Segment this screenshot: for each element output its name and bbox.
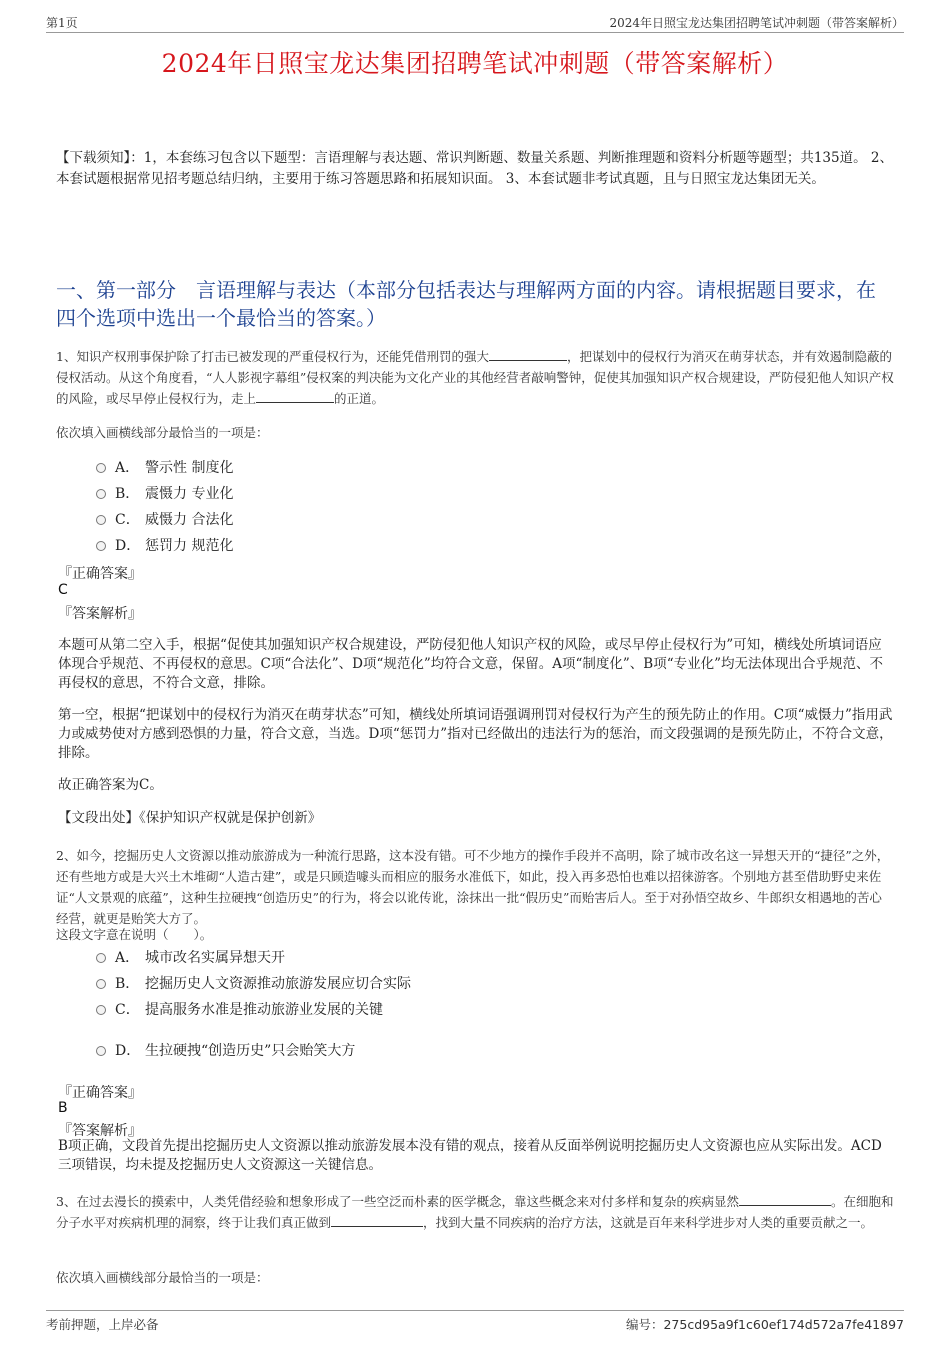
question-1-prompt: 依次填入画横线部分最恰当的一项是： — [56, 425, 269, 440]
header-doc-title: 2024年日照宝龙达集团招聘笔试冲刺题（带答案解析） — [609, 16, 904, 30]
question-1-text: 1、知识产权刑事保护除了打击已被发现的严重侵权行为，还能凭借刑罚的强大 ，把谋划中的侵权行为消灭在萌芽状态，并有效遏制隐蔽的侵权活动。从这个角度看，“人人影视字幕组”侵权案的判决能为文化产业的其他经营者敲响警钟，促使其加强知识产权合规建设，严防侵犯他人知识产权的风险，或尽早停止侵权行为，走上 的正道。 — [56, 349, 894, 406]
q1-analysis-para-1: 本题可从第二空入手，根据“促使其加强知识产权合规建设，严防侵犯他人知识产权的风险，或尽早停止侵权行为”可知，横线处所填词语应体现合乎规范、不再侵权的意思。C项“合法化”、D项“规范化”均符合文意，保留。A项“制度化”、B项“专业化”均无法体现出合乎规范、不再侵权的意思，不符合文意，排除。 — [58, 637, 884, 691]
radio-icon[interactable] — [96, 541, 106, 551]
q2-answer-label: 『正确答案』 — [58, 1085, 142, 1101]
section-heading: 一、第一部分 言语理解与表达（本部分包括表达与理解两方面的内容。请根据题目要求，在四个选项中选出一个最恰当的答案。） — [56, 278, 876, 330]
q1-analysis-para-2: 第一空，根据“把谋划中的侵权行为消灭在萌芽状态”可知，横线处所填词语强调刑罚对侵权行为产生的预先防止的作用。C项“威慑力”指用武力或威势使对方感到恐惧的力量，符合文意，当选。D项“惩罚力”指对已经做出的违法行为的惩治，而文段强调的是预先防止，不符合文意，排除。 — [58, 707, 893, 761]
q1-analysis-conclusion: 故正确答案为C。 — [58, 777, 163, 793]
q2-option-d[interactable]: D． 生拉硬拽“创造历史”只会贻笑大方 — [96, 1040, 355, 1060]
radio-icon[interactable] — [96, 1046, 106, 1056]
page-footer — [46, 1310, 904, 1335]
fill-blank-2 — [331, 1214, 423, 1227]
fill-blank-2 — [256, 390, 334, 403]
page-header — [46, 14, 904, 33]
q1-option-d[interactable]: D． 惩罚力 规范化 — [96, 535, 233, 555]
q2-analysis-label: 『答案解析』 — [58, 1123, 142, 1139]
download-notice: 【下载须知】：1，本套练习包含以下题型：言语理解与表达题、常识判断题、数量关系题、判断推理题和资料分析题等题型；共135道。 2、本套试题根据常见招考题总结归纳，主要用于练习答题思路和拓展知识面。 3、本套试题非考试真题，且与日照宝龙达集团无关。 — [56, 150, 893, 187]
fill-blank-1 — [489, 348, 567, 361]
radio-icon[interactable] — [96, 1005, 106, 1015]
footer-code: 编号：275cd95a9f1c60ef174d572a7fe41897 — [625, 1317, 904, 1332]
q1-answer-label: 『正确答案』 — [58, 566, 142, 582]
radio-icon[interactable] — [96, 489, 106, 499]
radio-icon[interactable] — [96, 979, 106, 989]
page-number: 第1页 — [46, 16, 78, 30]
radio-icon[interactable] — [96, 515, 106, 525]
q2-analysis: B项正确，文段首先提出挖掘历史人文资源以推动旅游发展本没有错的观点，接着从反面举例说明挖掘历史人文资源也应从实际出发。ACD三项错误，均未提及挖掘历史人文资源这一关键信息。 — [58, 1138, 882, 1173]
question-3-prompt: 依次填入画横线部分最恰当的一项是： — [56, 1270, 269, 1285]
question-2-prompt: 这段文字意在说明（ ）。 — [56, 927, 213, 942]
q2-option-b[interactable]: B． 挖掘历史人文资源推动旅游发展应切合实际 — [96, 973, 411, 993]
question-3-text: 3、在过去漫长的摸索中，人类凭借经验和想象形成了一些空泛而朴素的医学概念，靠这些概念来对付多样和复杂的疾病显然 。在细胞和分子水平对疾病机理的洞察，终于让我们真正做到 ，找到大量不同疾病的治疗方法，这就是百年来科学进步对人类的重要贡献之一。 — [56, 1194, 894, 1230]
q2-option-c[interactable]: C． 提高服务水准是推动旅游业发展的关键 — [96, 999, 383, 1019]
footer-slogan: 考前押题，上岸必备 — [46, 1317, 159, 1332]
q1-option-a[interactable]: A． 警示性 制度化 — [96, 457, 233, 477]
q1-option-b[interactable]: B． 震慑力 专业化 — [96, 483, 233, 503]
q1-option-c[interactable]: C． 威慑力 合法化 — [96, 509, 233, 529]
question-2-text: 2、如今，挖掘历史人文资源以推动旅游成为一种流行思路，这本没有错。可不少地方的操作手段并不高明，除了城市改名这一异想天开的“捷径”之外，还有些地方或是大兴土木堆砌“人造古建”，或是只顾造噱头而相应的服务水准低下，如此，投入再多恐怕也难以招徕游客。个别地方甚至借助野史来佐证“人文景观的底蕴”，这种生拉硬拽“创造历史”的行为，将会以讹传讹，涂抹出一批“假历史”而贻害后人。至于对孙悟空故乡、牛郎织女相遇地的苦心经营，就更是贻笑大方了。 — [56, 848, 890, 926]
q1-analysis-label: 『答案解析』 — [58, 606, 142, 622]
radio-icon[interactable] — [96, 953, 106, 963]
q1-answer: C — [58, 582, 68, 598]
q2-answer: B — [58, 1100, 68, 1116]
document-title: 2024年日照宝龙达集团招聘笔试冲刺题（带答案解析） — [161, 49, 789, 78]
q1-source: 【文段出处】《保护知识产权就是保护创新》 — [58, 810, 322, 826]
radio-icon[interactable] — [96, 463, 106, 473]
q2-option-a[interactable]: A． 城市改名实属异想天开 — [96, 947, 285, 967]
fill-blank-1 — [739, 1193, 831, 1206]
